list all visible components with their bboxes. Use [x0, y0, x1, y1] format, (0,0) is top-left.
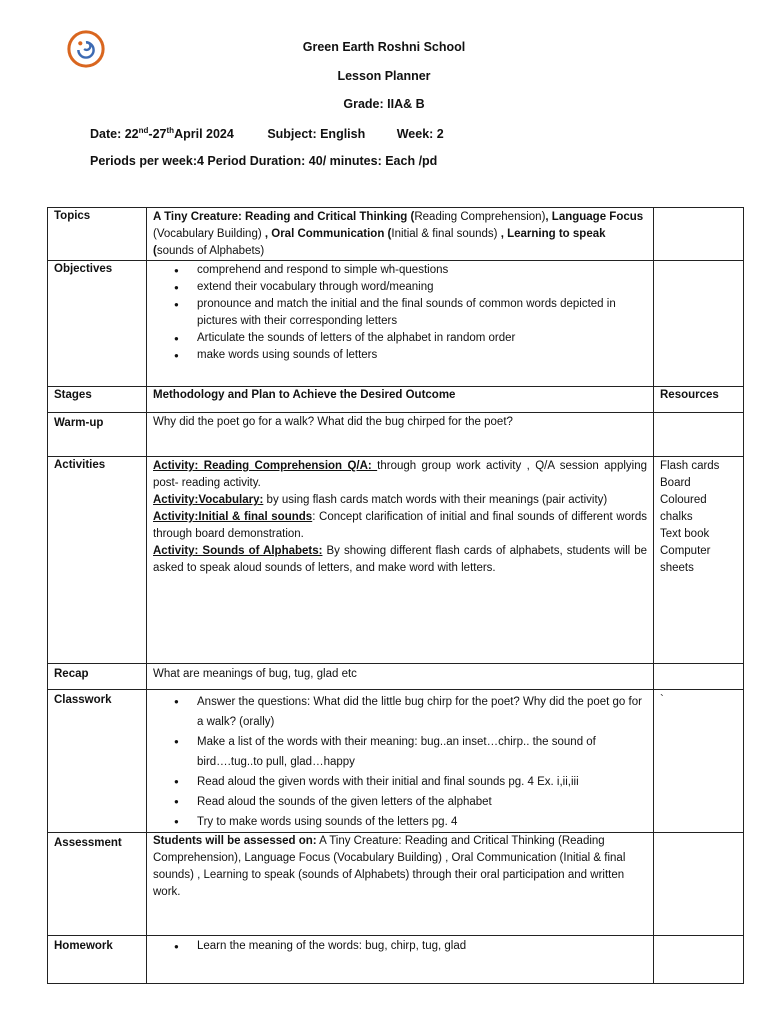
list-item: ● pronounce and match the initial and the final sounds of common words depicted in pictures with their corresponding letters [197, 296, 647, 330]
assessment-content: Students will be assessed on: A Tiny Creature: Reading and Critical Thinking (Reading Comprehension), Language Focus (Vocabulary Building) , Oral Communication (Initial & final sounds) , Learning to speak (sounds of Alphabets) through their oral participation and written work. [147, 833, 654, 936]
list-item: ● Read aloud the sounds of the given letters of the alphabet [197, 792, 647, 812]
topics-resources [654, 208, 744, 261]
row-topics [48, 208, 744, 261]
row-objectives [48, 261, 744, 387]
activity-sounds: Activity:Initial & final sounds: Concept clarification of initial and final sounds of different words through board demonstration. [153, 511, 647, 540]
subject: Subject: English [267, 127, 366, 142]
list-item: ● Try to make words using sounds of the letters pg. 4 [197, 812, 647, 832]
list-item: ● Make a list of the words with their meaning: bug..an inset…chirp.. the sound of bird….tug..to pull, glad…happy [197, 732, 647, 772]
activity-vocabulary: Activity:Vocabulary: by using flash cards match words with their meanings (pair activity) [153, 494, 608, 506]
resources-heading: Resources [654, 387, 744, 413]
list-item: ● Learn the meaning of the words: bug, chirp, tug, glad [197, 938, 647, 955]
activity-alphabets: Activity: Sounds of Alphabets: By showing different flash cards of alphabets, students will be asked to speak aloud sounds of letters, and make word with letters. [153, 545, 647, 574]
resource-item: Flash cards [660, 460, 720, 472]
list-item: ● extend their vocabulary through word/meaning [197, 279, 647, 296]
week: Week: 2 [396, 127, 444, 142]
recap-resources [654, 664, 744, 690]
date-subject-week-line [90, 126, 444, 141]
list-item: ● comprehend and respond to simple wh-questions [197, 262, 647, 279]
resource-item: Board [660, 477, 691, 489]
homework-list [153, 938, 647, 955]
activities-resources [654, 457, 744, 664]
methodology-heading: Methodology and Plan to Achieve the Desired Outcome [147, 387, 654, 413]
resource-item: Text book [660, 528, 710, 540]
assessment-resources [654, 833, 744, 936]
label-homework: Homework [48, 936, 147, 984]
label-recap: Recap [48, 664, 147, 690]
objectives-list [153, 262, 647, 364]
list-item: ● Read aloud the given words with their initial and final sounds pg. 4 Ex. i,ii,iii [197, 772, 647, 792]
row-activities [48, 457, 744, 664]
row-stages [48, 387, 744, 413]
label-classwork: Classwork [48, 690, 147, 833]
periods-line: Periods per week:4 Period Duration: 40/ minutes: Each /pd [90, 154, 438, 168]
classwork-resources: ` [654, 690, 744, 833]
label-warmup: Warm-up [48, 413, 147, 457]
resource-item: Coloured chalks [660, 494, 707, 523]
activities-content [147, 457, 654, 664]
classwork-list [153, 692, 647, 832]
school-name: Green Earth Roshni School [302, 40, 466, 54]
list-item: ● make words using sounds of letters [197, 347, 647, 364]
row-homework [48, 936, 744, 984]
warmup-resources [654, 413, 744, 457]
label-topics: Topics [48, 208, 147, 261]
objectives-content [147, 261, 654, 387]
homework-content [147, 936, 654, 984]
resource-item: Computer sheets [660, 545, 711, 574]
document-title: Lesson Planner [337, 69, 431, 83]
label-assessment: Assessment [48, 833, 147, 936]
activity-reading: Activity: Reading Comprehension Q/A: through group work activity , Q/A session applying post- reading activity. [153, 460, 647, 489]
row-warmup [48, 413, 744, 457]
warmup-content: Why did the poet go for a walk? What did the bug chirped for the poet? [147, 413, 654, 457]
objectives-resources [654, 261, 744, 387]
label-objectives: Objectives [48, 261, 147, 387]
row-recap [48, 664, 744, 690]
homework-resources [654, 936, 744, 984]
label-stages: Stages [48, 387, 147, 413]
topics-content: A Tiny Creature: Reading and Critical Thinking (Reading Comprehension), Language Focus (Vocabulary Building) , Oral Communication (Initial & final sounds) , Learning to speak (sounds of Alphabets) [147, 208, 654, 261]
row-assessment [48, 833, 744, 936]
grade: Grade: IIA& B [343, 97, 425, 111]
label-activities: Activities [48, 457, 147, 664]
row-classwork [48, 690, 744, 833]
list-item: ● Articulate the sounds of letters of the alphabet in random order [197, 330, 647, 347]
classwork-content [147, 690, 654, 833]
list-item: ● Answer the questions: What did the little bug chirp for the poet? Why did the poet go for a walk? (orally) [197, 692, 647, 732]
recap-content: What are meanings of bug, tug, glad etc [147, 664, 654, 690]
date: Date: 22nd-27thApril 2024 [90, 126, 234, 142]
lesson-plan-table [47, 207, 744, 984]
